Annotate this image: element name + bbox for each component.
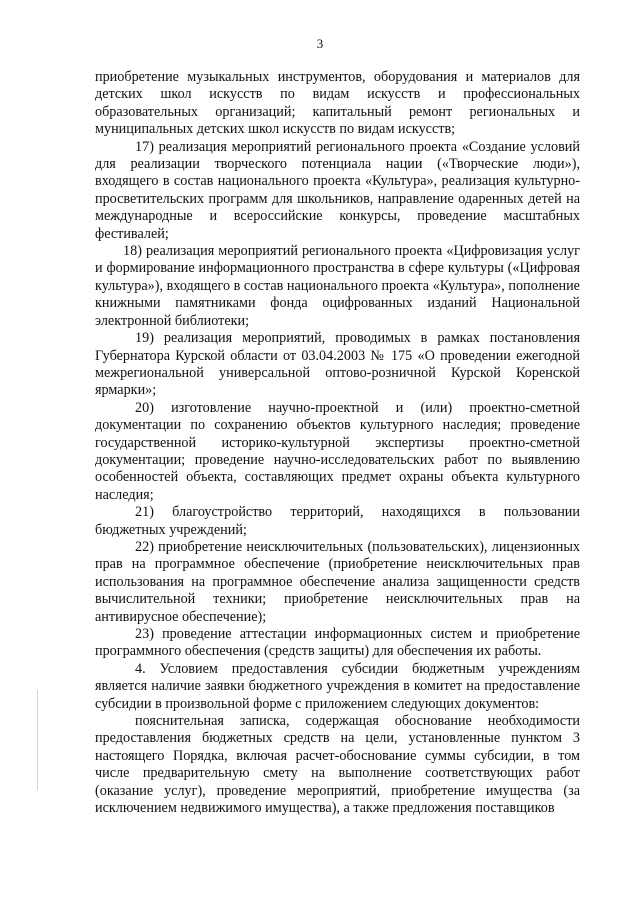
paragraph-section-4: 4. Условием предоставления субсидии бюджетным учреждениям является наличие заявки бюджетного учреждения в комитет на предоставление субсидии в произвольной форме с приложением следующих документов:	[95, 660, 580, 712]
paragraph-item-17: 17) реализация мероприятий регионального проекта «Создание условий для реализации творческого потенциала нации («Творческие люди»), входящего в состав национального проекта «Культура», реализация культурно-просветительских программ для школьников, направление одаренных детей на международные и всероссийские конкурсы, проведение масштабных фестивалей;	[95, 138, 580, 242]
paragraph-item-18: 18) реализация мероприятий регионального проекта «Цифровизация услуг и формирование информационного пространства в сфере культуры («Цифровая культура»), входящего в состав национального проекта «Культура», пополнение книжными памятниками фонда оцифрованных изданий Национальной электронной библиотеки;	[95, 243, 580, 329]
paragraph-item-23: 23) проведение аттестации информационных систем и приобретение программного обеспечения (средств защиты) для обеспечения их работы.	[95, 626, 580, 660]
document-body	[95, 69, 580, 817]
paragraph-item-20: 20) изготовление научно-проектной и (или) проектно-сметной документации по сохранению объектов культурного наследия; проведение государственной историко-культурной экспертизы проектно-сметной документации; проведение научно-исследовательских работ по выявлению особенностей объекта, составляющих предмет охраны объекта культурного наследия;	[95, 399, 580, 503]
scan-margin-mark	[37, 690, 38, 790]
page-number: 3	[316, 36, 324, 51]
paragraph-item-19: 19) реализация мероприятий, проводимых в рамках постановления Губернатора Курской области от 03.04.2003 № 175 «О проведении ежегодной межрегиональной универсальной оптово-розничной Курской Коренской ярмарки»;	[95, 330, 580, 399]
paragraph-continuation: приобретение музыкальных инструментов, оборудования и материалов для детских школ искусств по видам искусств и профессиональных образовательных организаций; капитальный ремонт региональных и муниципальных детских школ искусств по видам искусств;	[95, 69, 580, 138]
paragraph-item-22: 22) приобретение неисключительных (пользовательских), лицензионных прав на программное обеспечение (приобретение неисключительных прав использования на программное обеспечение анализа защищенности средств вычислительной техники; приобретение неисключительных прав на антивирусное обеспечение);	[95, 538, 580, 625]
paragraph-item-21: 21) благоустройство территорий, находящихся в пользовании бюджетных учреждений;	[95, 504, 580, 538]
paragraph-explanatory-note: пояснительная записка, содержащая обоснование необходимости предоставления бюджетных средств на цели, установленные пунктом 3 настоящего Порядка, включая расчет-обоснование суммы субсидии, в том числе предварительную смету на выполнение соответствующих работ (оказание услуг), проведение мероприятий, приобретение имущества (за исключением недвижимого имущества), а также предложения поставщиков	[95, 713, 580, 817]
